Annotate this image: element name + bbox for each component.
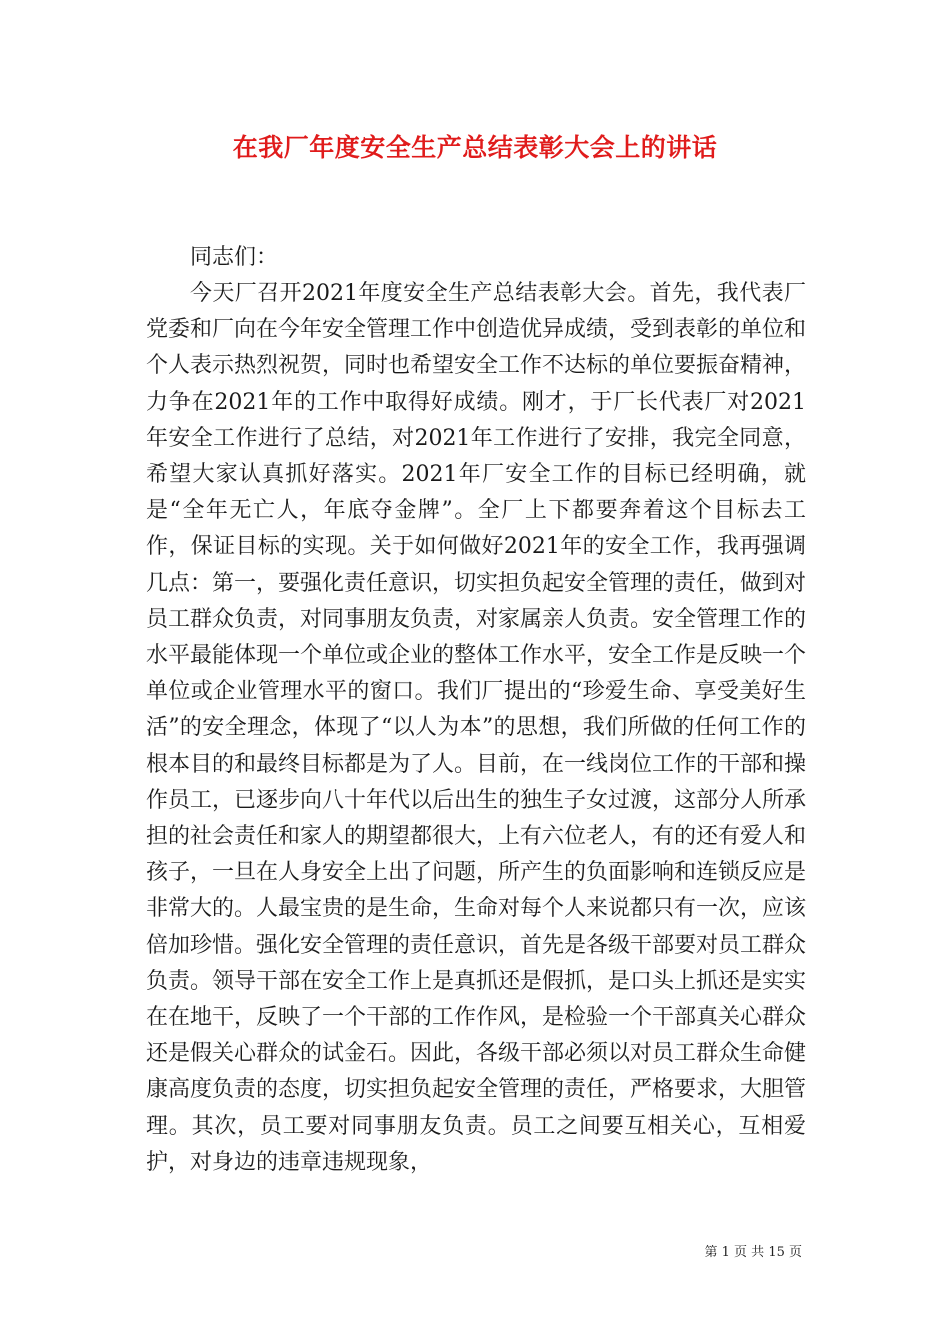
document-title: 在我厂年度安全生产总结表彰大会上的讲话 (232, 133, 718, 162)
body-paragraph: 今天厂召开2021年度安全生产总结表彰大会。首先，我代表厂党委和厂向在今年安全管理工作中创造优异成绩，受到表彰的单位和个人表示热烈祝贺，同时也希望安全工作不达标的单位要振奋精神，力争在2021年的工作中取得好成绩。刚才，于厂长代表厂对2021年安全工作进行了总结，对2021年工作进行了安排，我完全同意，希望大家认真抓好落实。2021年厂安全工作的目标已经明确，就是“全年无亡人，年底夺金牌”。全厂上下都要奔着这个目标去工作，保证目标的实现。关于如何做好2021年的安全工作，我再强调几点：第一，要强化责任意识，切实担负起安全管理的责任，做到对员工群众负责，对同事朋友负责，对家属亲人负责。安全管理工作的水平最能体现一个单位或企业的整体工作水平，安全工作是反映一个单位或企业管理水平的窗口。我们厂提出的“珍爱生命、享受美好生活”的安全理念，体现了“以人为本”的思想，我们所做的任何工作的根本目的和最终目标都是为了人。目前，在一线岗位工作的干部和操作员工，已逐步向八十年代以后出生的独生子女过渡，这部分人所承担的社会责任和家人的期望都很大，上有六位老人，有的还有爱人和孩子，一旦在人身安全上出了问题，所产生的负面影响和连锁反应是非常大的。人最宝贵的是生命，生命对每个人来说都只有一次，应该倍加珍惜。强化安全管理的责任意识，首先是各级干部要对员工群众负责。领导干部在安全工作上是真抓还是假抓，是口头上抓还是实实在在地干，反映了一个干部的工作作风，是检验一个干部真关心群众还是假关心群众的试金石。因此，各级干部必须以对员工群众生命健康高度负责的态度，切实担负起安全管理的责任，严格要求，大胆管理。其次，员工要对同事朋友负责。员工之间要互相关心，互相爱护，对身边的违章违规现象， (146, 281, 807, 1175)
salutation: 同志们： (190, 245, 279, 270)
page-number: 第 1 页 共 15 页 (704, 1245, 802, 1260)
